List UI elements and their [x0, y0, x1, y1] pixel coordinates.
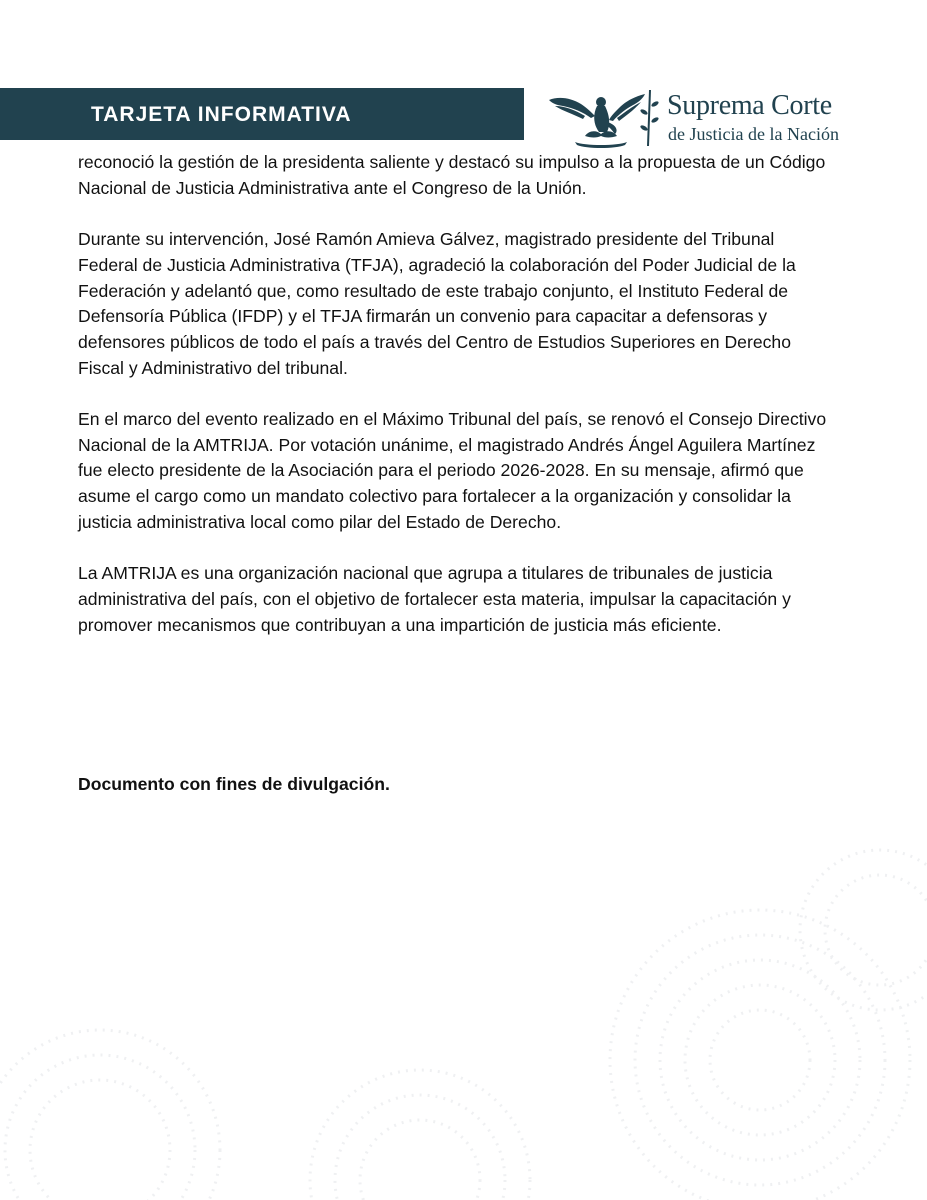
document-type-title: TARJETA INFORMATIVA: [91, 103, 352, 126]
document-body: [78, 150, 838, 664]
mexican-eagle-emblem-icon: [545, 86, 665, 150]
logo-subtitle: de Justicia de la Nación: [668, 124, 839, 144]
paragraph: En el marco del evento realizado en el Máximo Tribunal del país, se renovó el Consejo Directivo Nacional de la AMTRIJA. Por votación unánime, el magistrado Andrés Ángel Aguilera Martínez fue electo presidente de la Asociación para el periodo 2026-2028. En su mensaje, afirmó que asume el cargo como un mandato colectivo para fortalecer a la organización y consolidar la justicia administrativa local como pilar del Estado de Derecho.: [78, 409, 827, 532]
paragraph: reconoció la gestión de la presidenta saliente y destacó su impulso a la propuesta de un Código Nacional de Justicia Administrativa ante el Congreso de la Unión.: [78, 152, 826, 198]
logo-title: Suprema Corte: [667, 90, 832, 121]
paragraph: La AMTRIJA es una organización nacional que agrupa a titulares de tribunales de justicia administrativa del país, con el objetivo de fortalecer esta materia, impulsar la capacitación y promover mecanismos que contribuyan a una impartición de justicia más eficiente.: [78, 563, 791, 635]
dissemination-note: Documento con fines de divulgación.: [78, 774, 390, 794]
scjn-logo: [545, 86, 865, 150]
paragraph: Durante su intervención, José Ramón Amieva Gálvez, magistrado presidente del Tribunal Federal de Justicia Administrativa (TFJA), agradeció la colaboración del Poder Judicial de la Federación y adelantó que, como resultado de este trabajo conjunto, el Instituto Federal de Defensoría Pública (IFDP) y el TFJA firmarán un convenio para capacitar a defensoras y defensores públicos de todo el país a través del Centro de Estudios Superiores en Derecho Fiscal y Administrativo del tribunal.: [78, 229, 796, 378]
